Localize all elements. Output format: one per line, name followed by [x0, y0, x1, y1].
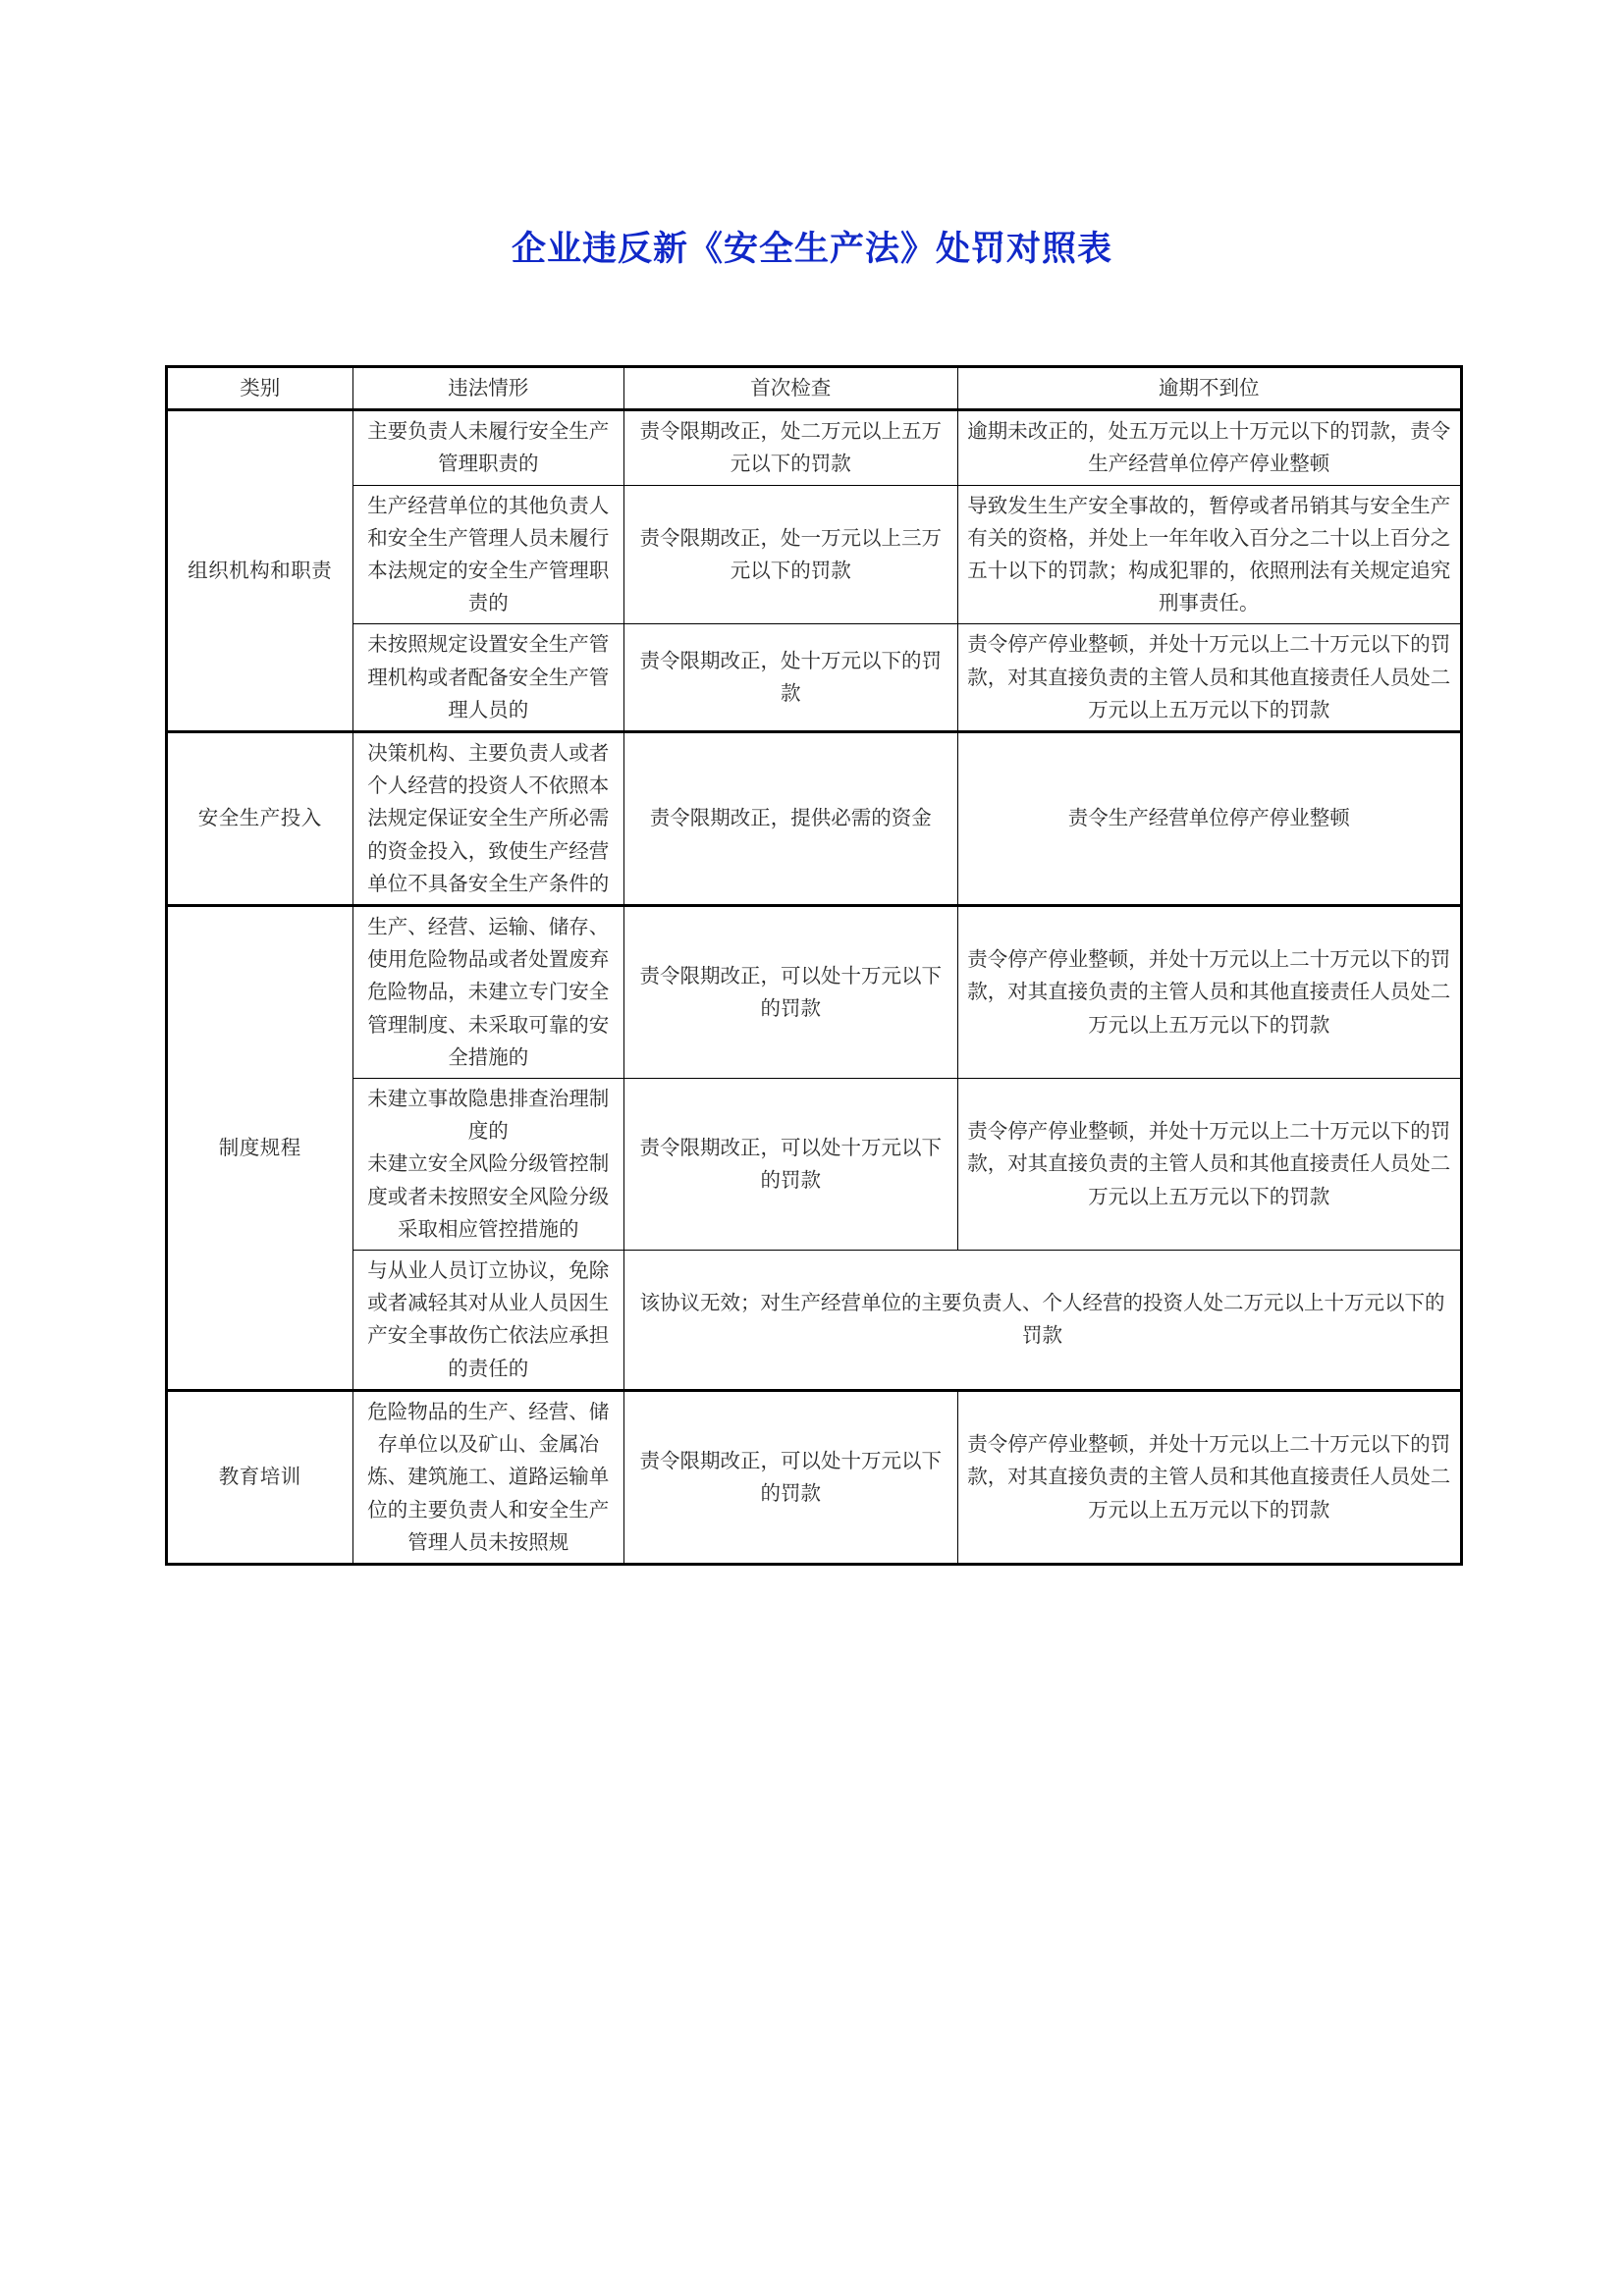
category-cell-investment: 安全生产投入 [167, 732, 353, 906]
table-row [167, 485, 1462, 624]
merged-result-cell: 该协议无效；对生产经营单位的主要负责人、个人经营的投资人处二万元以上十万元以下的罚款 [623, 1251, 1461, 1391]
violation-cell: 未按照规定设置安全生产管理机构或者配备安全生产管理人员的 [352, 624, 623, 732]
violation-cell: 生产、经营、运输、储存、使用危险物品或者处置废弃危险物品，未建立专门安全管理制度、未采取可靠的安全措施的 [352, 906, 623, 1079]
overdue-cell: 责令停产停业整顿，并处十万元以上二十万元以下的罚款，对其直接负责的主管人员和其他直接责任人员处二万元以上五万元以下的罚款 [957, 1390, 1461, 1564]
overdue-cell: 责令停产停业整顿，并处十万元以上二十万元以下的罚款，对其直接负责的主管人员和其他直接责任人员处二万元以上五万元以下的罚款 [957, 624, 1461, 732]
table-row [167, 1390, 1462, 1564]
table-header-row [167, 367, 1462, 410]
first-inspection-cell: 责令限期改正，可以处十万元以下的罚款 [623, 906, 957, 1079]
table-body [167, 410, 1462, 1565]
violation-cell: 决策机构、主要负责人或者个人经营的投资人不依照本法规定保证安全生产所必需的资金投入，致使生产经营单位不具备安全生产条件的 [352, 732, 623, 906]
table-row [167, 624, 1462, 732]
table-header [167, 367, 1462, 410]
category-cell-system: 制度规程 [167, 906, 353, 1391]
violation-cell: 生产经营单位的其他负责人和安全生产管理人员未履行本法规定的安全生产管理职责的 [352, 485, 623, 624]
header-category: 类别 [167, 367, 353, 410]
page-title: 企业违反新《安全生产法》处罚对照表 [511, 230, 1112, 269]
header-violation: 违法情形 [352, 367, 623, 410]
header-first-inspection: 首次检查 [623, 367, 957, 410]
overdue-cell: 导致发生生产安全事故的，暂停或者吊销其与安全生产有关的资格，并处上一年年收入百分之二十以上百分之五十以下的罚款；构成犯罪的，依照刑法有关规定追究刑事责任。 [957, 485, 1461, 624]
category-cell-organization: 组织机构和职责 [167, 410, 353, 732]
table-row [167, 1251, 1462, 1391]
table-row [167, 732, 1462, 906]
violation-cell: 与从业人员订立协议，免除或者减轻其对从业人员因生产安全事故伤亡依法应承担的责任的 [352, 1251, 623, 1391]
table-row [167, 906, 1462, 1079]
overdue-cell: 责令停产停业整顿，并处十万元以上二十万元以下的罚款，对其直接负责的主管人员和其他直接责任人员处二万元以上五万元以下的罚款 [957, 906, 1461, 1079]
first-inspection-cell: 责令限期改正，处十万元以下的罚款 [623, 624, 957, 732]
first-inspection-cell: 责令限期改正，可以处十万元以下的罚款 [623, 1079, 957, 1251]
violation-line-1: 未建立事故隐患排查治理制度的 [367, 1087, 610, 1144]
first-inspection-cell: 责令限期改正，处二万元以上五万元以下的罚款 [623, 410, 957, 485]
first-inspection-cell: 责令限期改正，可以处十万元以下的罚款 [623, 1390, 957, 1564]
overdue-cell: 责令生产经营单位停产停业整顿 [957, 732, 1461, 906]
violation-cell-highlighted [352, 1079, 623, 1251]
violation-cell: 危险物品的生产、经营、储存单位以及矿山、金属冶炼、建筑施工、道路运输单位的主要负责人和安全生产管理人员未按照规 [352, 1390, 623, 1564]
overdue-cell: 责令停产停业整顿，并处十万元以上二十万元以下的罚款，对其直接负责的主管人员和其他直接责任人员处二万元以上五万元以下的罚款 [957, 1079, 1461, 1251]
category-cell-training: 教育培训 [167, 1390, 353, 1564]
violation-line-2: 未建立安全风险分级管控制度或者未按照安全风险分级采取相应管控措施的 [367, 1151, 610, 1241]
header-overdue: 逾期不到位 [957, 367, 1461, 410]
first-inspection-cell: 责令限期改正，处一万元以上三万元以下的罚款 [623, 485, 957, 624]
violation-cell: 主要负责人未履行安全生产管理职责的 [352, 410, 623, 485]
overdue-cell: 逾期未改正的，处五万元以上十万元以下的罚款，责令生产经营单位停产停业整顿 [957, 410, 1461, 485]
table-row [167, 410, 1462, 485]
table-row [167, 1079, 1462, 1251]
penalty-comparison-table [165, 365, 1463, 1566]
first-inspection-cell: 责令限期改正，提供必需的资金 [623, 732, 957, 906]
